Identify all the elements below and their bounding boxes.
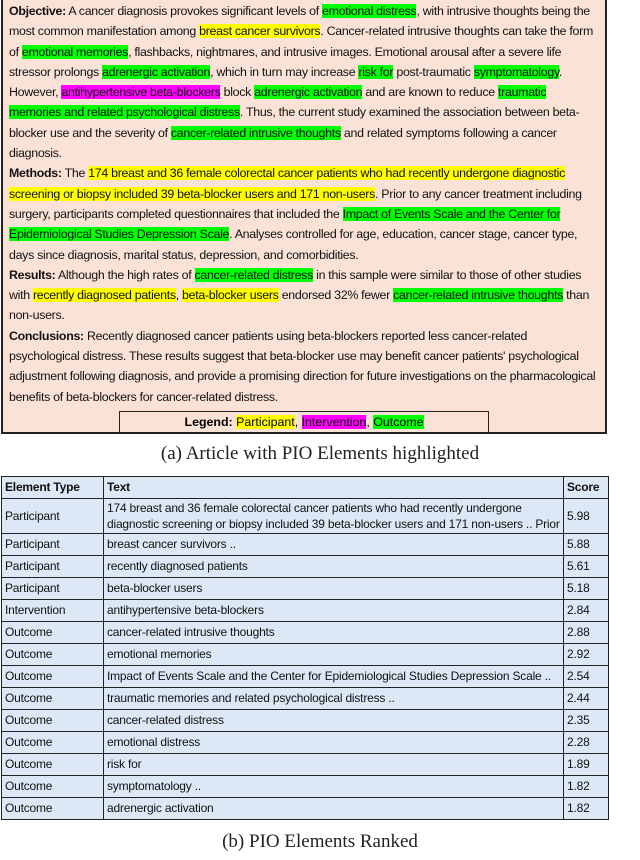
legend	[119, 411, 489, 432]
outcome-highlight: emotional distress	[322, 4, 417, 18]
text-segment: post-traumatic	[393, 64, 474, 79]
table-row	[2, 775, 609, 797]
score-cell: 1.82	[564, 775, 609, 797]
table-row	[2, 753, 609, 775]
table-row	[2, 621, 609, 643]
table-row	[2, 687, 609, 709]
text-cell: risk for	[104, 753, 564, 775]
outcome-highlight: adrenergic activation	[254, 85, 363, 100]
table-row	[2, 731, 609, 753]
legend-participant: Participant	[236, 414, 295, 429]
element-type-cell: Intervention	[2, 599, 104, 621]
table-row	[2, 555, 609, 577]
header-element-type: Element Type	[2, 476, 104, 498]
abstract-paragraph	[9, 326, 600, 407]
text-cell: adrenergic activation	[104, 797, 564, 819]
text-segment: The	[61, 166, 89, 181]
participant-highlight: beta-blocker users	[182, 288, 279, 303]
element-type-cell: Outcome	[2, 797, 104, 819]
outcome-highlight: Impact of Events Scale and the Center for Epidemiological Studies Depression Scale	[9, 206, 561, 242]
caption-a: (a) Article with PIO Elements highlighted	[160, 442, 480, 464]
element-type-cell: Participant	[2, 555, 104, 577]
text-segment: block	[220, 85, 255, 100]
element-type-cell: Outcome	[2, 731, 104, 753]
text-cell: breast cancer survivors ..	[104, 533, 564, 555]
outcome-highlight: cancer-related intrusive thoughts	[170, 125, 341, 140]
element-type-cell: Outcome	[2, 775, 104, 797]
text-segment: A cancer diagnosis provokes significant levels of	[65, 4, 322, 18]
element-type-cell: Participant	[2, 533, 104, 555]
table-row	[2, 577, 609, 599]
score-cell: 5.61	[564, 555, 609, 577]
text-cell: symptomatology ..	[104, 775, 564, 797]
legend-label: Legend:	[184, 414, 233, 429]
score-cell: 5.18	[564, 577, 609, 599]
table-row	[2, 665, 609, 687]
text-segment: Recently diagnosed cancer patients using beta-blockers reported less cancer-related psychological distress. These results suggest that beta-blocker use may benefit cancer patients' psychological adjustment following diagnosis, and provide a promising direction for future investigations on the pharmacological benefits of beta-blockers for cancer-related distress.	[9, 328, 596, 404]
abstract-box	[1, 0, 607, 434]
abstract-text	[3, 0, 605, 411]
outcome-highlight: emotional memories	[21, 44, 129, 59]
legend-sep: ,	[366, 414, 374, 429]
section-label: Results:	[9, 267, 56, 282]
outcome-highlight: adrenergic activation	[102, 64, 211, 79]
text-cell: recently diagnosed patients	[104, 555, 564, 577]
participant-highlight: recently diagnosed patients	[32, 288, 176, 303]
score-cell: 2.92	[564, 643, 609, 665]
element-type-cell: Outcome	[2, 621, 104, 643]
outcome-highlight: traumatic memories and related psychological distress	[9, 85, 547, 120]
text-segment: and are known to reduce	[362, 85, 499, 100]
element-type-cell: Outcome	[2, 709, 104, 731]
participant-highlight: 174 breast and 36 female colorectal cancer patients who had recently undergone diagnostic screening or biopsy included 39 beta-blocker users and 171 non-users	[9, 166, 566, 201]
score-cell: 2.54	[564, 665, 609, 687]
outcome-highlight: cancer-related distress	[194, 267, 313, 282]
element-type-cell: Outcome	[2, 643, 104, 665]
score-cell: 2.44	[564, 687, 609, 709]
score-cell: 5.98	[564, 498, 609, 533]
outcome-highlight: cancer-related intrusive thoughts	[393, 288, 563, 303]
text-segment: and related symptoms following a cancer diagnosis.	[9, 125, 557, 161]
text-cell: antihypertensive beta-blockers	[104, 599, 564, 621]
text-segment: , which in turn may increase	[210, 64, 359, 79]
table-row	[2, 643, 609, 665]
score-cell: 5.88	[564, 533, 609, 555]
text-segment: in this sample were similar to those of other studies with	[9, 267, 582, 303]
text-segment: . Prior to any cancer treatment including surgery, participants completed questionnaires that included the	[9, 186, 582, 221]
caption-b: (b) PIO Elements Ranked	[222, 830, 418, 852]
score-cell: 1.82	[564, 797, 609, 819]
text-segment: , with intrusive thoughts being the most common manifestation among	[9, 4, 590, 39]
text-cell: 174 breast and 36 female colorectal cancer patients who had recently undergone diagnostic screening or biopsy included 39 beta-blocker users and 171 non-users .. Prior	[104, 498, 564, 533]
table-row	[2, 709, 609, 731]
score-cell: 2.84	[564, 599, 609, 621]
score-cell: 2.35	[564, 709, 609, 731]
element-type-cell: Participant	[2, 498, 104, 533]
text-cell: emotional memories	[104, 643, 564, 665]
text-cell: emotional distress	[104, 731, 564, 753]
text-cell: beta-blocker users	[104, 577, 564, 599]
text-segment: , flashbacks, nightmares, and intrusive images. Emotional arousal after a severe life stressor prolongs	[9, 44, 562, 79]
pio-ranking-table	[1, 476, 609, 820]
section-label: Methods:	[9, 166, 62, 181]
table-row	[2, 533, 609, 555]
element-type-cell: Outcome	[2, 665, 104, 687]
abstract-paragraph	[9, 163, 600, 264]
element-type-cell: Participant	[2, 577, 104, 599]
text-cell: Impact of Events Scale and the Center for Epidemiological Studies Depression Scale ..	[104, 665, 564, 687]
outcome-highlight: symptomatology	[473, 64, 559, 79]
text-cell: cancer-related distress	[104, 709, 564, 731]
score-cell: 1.89	[564, 753, 609, 775]
abstract-paragraph	[9, 265, 600, 326]
legend-intervention: Intervention	[301, 414, 367, 429]
table-row	[2, 599, 609, 621]
text-segment: . Analyses controlled for age, education, cancer stage, cancer type, days since diagnosis, marital status, depression, and comorbidities.	[9, 227, 578, 262]
outcome-highlight: risk for	[358, 64, 394, 79]
participant-highlight: breast cancer survivors	[199, 24, 321, 39]
text-cell: cancer-related intrusive thoughts	[104, 621, 564, 643]
text-segment: than non-users.	[9, 288, 590, 323]
abstract-paragraph	[9, 1, 600, 163]
element-type-cell: Outcome	[2, 753, 104, 775]
table-header-row	[2, 476, 609, 498]
text-cell: traumatic memories and related psychological distress ..	[104, 687, 564, 709]
text-segment: Although the high rates of	[55, 267, 195, 282]
score-cell: 2.28	[564, 731, 609, 753]
text-segment: . Cancer-related intrusive thoughts can take the form of	[9, 24, 593, 59]
text-segment: . Thus, the current study examined the association between beta-blocker use and the severity of	[9, 105, 580, 140]
text-segment: endorsed 32% fewer	[278, 288, 394, 303]
header-score: Score	[564, 476, 609, 498]
legend-sep: ,	[294, 414, 302, 429]
header-text: Text	[104, 476, 564, 498]
text-segment: ,	[175, 288, 183, 303]
section-label: Objective:	[9, 4, 66, 18]
legend-outcome: Outcome	[373, 414, 424, 429]
section-label: Conclusions:	[9, 328, 84, 343]
element-type-cell: Outcome	[2, 687, 104, 709]
intervention-highlight: antihypertensive beta-blockers	[61, 85, 221, 100]
text-segment: . However,	[9, 64, 563, 100]
score-cell: 2.88	[564, 621, 609, 643]
table-row	[2, 498, 609, 533]
